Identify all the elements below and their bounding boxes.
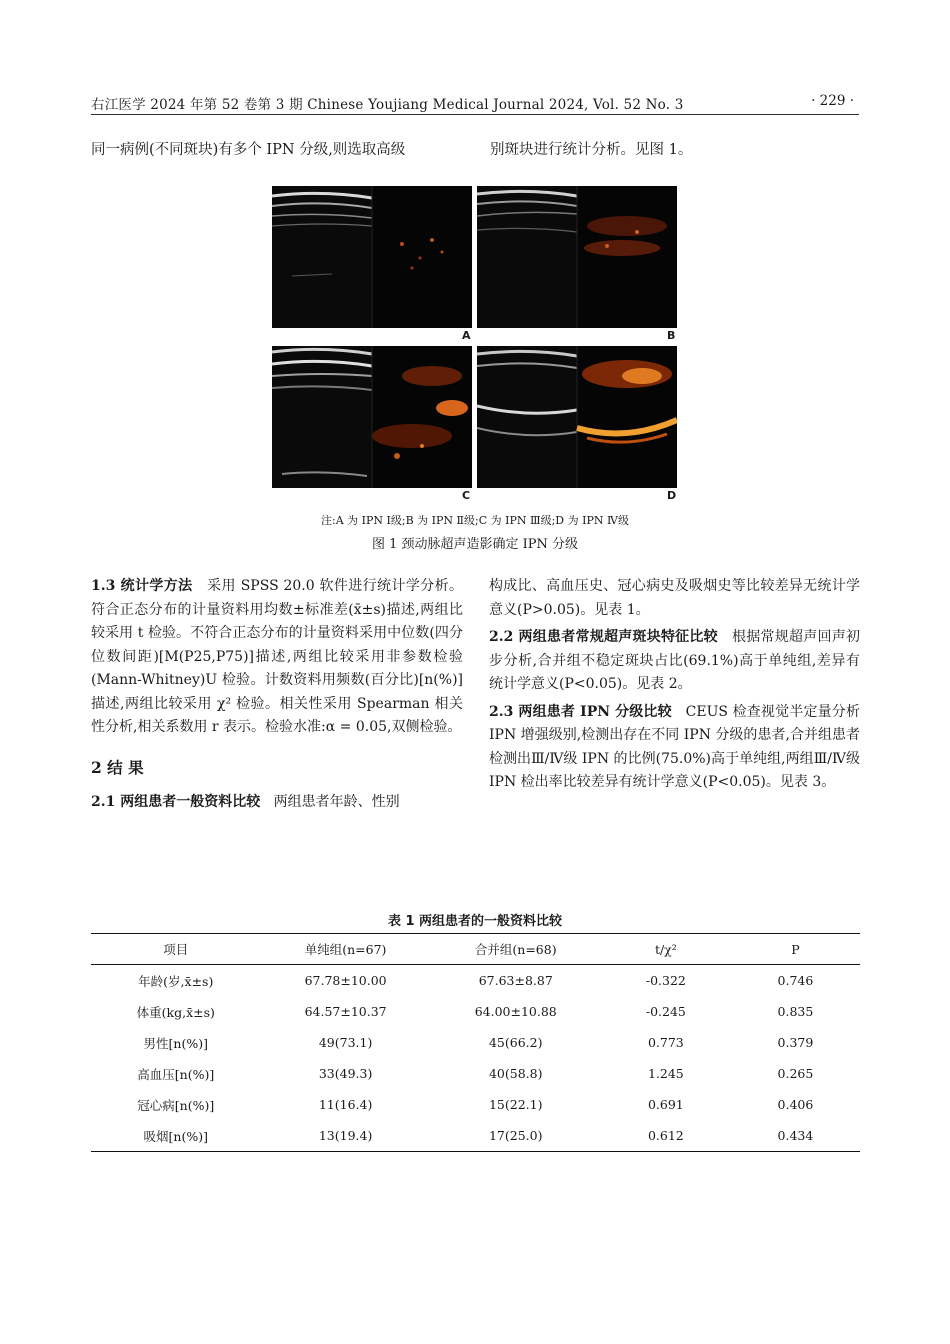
ultrasound-panel-c [272, 346, 472, 488]
table-cell: 64.00±10.88 [474, 1004, 557, 1019]
table-row [91, 1089, 860, 1120]
table-row [91, 1027, 860, 1058]
panel-label-a: A [462, 329, 471, 342]
col-header-combined-group: 合并组(n=68) [431, 934, 601, 965]
intro-right-text: 别斑块进行统计分析。见图 1。 [490, 142, 693, 158]
ultrasound-panel-b [477, 186, 677, 328]
section-1-3-heading: 1.3 统计学方法 [91, 578, 193, 594]
section-2-2-text: 根据常规超声回声初步分析,合并组不稳定斑块占比(69.1%)高于单纯组,差异有统计学意义(P<0.05)。见表 2。 [489, 629, 861, 692]
figure-caption: 图 1 颈动脉超声造影确定 IPN 分级 [371, 537, 579, 552]
table-cell: 67.63±8.87 [478, 973, 553, 988]
table-1-title: 表 1 两组患者的一般资料比较 [387, 914, 563, 929]
table-row [91, 996, 860, 1027]
figure-1 [272, 186, 682, 504]
table-cell: 0.434 [731, 1120, 860, 1152]
table-cell: 15(22.1) [488, 1097, 543, 1112]
col-header-p-value: P [731, 934, 860, 965]
section-2-1-text: 两组患者年龄、性别 [273, 794, 400, 810]
panel-label-c: C [462, 489, 471, 502]
table-cell: 0.612 [601, 1120, 731, 1152]
panel-label-d: D [667, 489, 677, 502]
table-cell: 0.406 [777, 1097, 814, 1112]
ultrasound-panel-d [477, 346, 677, 488]
table-cell: 体重(kg,x̄±s) [136, 1004, 215, 1020]
section-2-1-continued: 构成比、高血压史、冠心病史及吸烟史等比较差异无统计学意义(P>0.05)。见表 1。 [489, 578, 860, 618]
col-header-item: 项目 [91, 934, 261, 965]
table-cell: 吸烟[n(%)] [91, 1120, 261, 1152]
figure-note: 注:A 为 IPN Ⅰ级;B 为 IPN Ⅱ级;C 为 IPN Ⅲ级;D 为 IPN Ⅳ级 [321, 514, 629, 527]
table-cell: 0.379 [777, 1035, 814, 1050]
table-cell: 男性[n(%)] [143, 1035, 208, 1051]
table-cell: 11(16.4) [318, 1097, 373, 1112]
table-cell: 冠心病[n(%)] [137, 1097, 215, 1113]
panel-label-b: B [667, 329, 676, 342]
col-header-statistic: t/χ² [601, 934, 731, 965]
section-2-1-heading: 2.1 两组患者一般资料比较 [91, 794, 261, 810]
section-1-3-text: 采用 SPSS 20.0 软件进行统计学分析。符合正态分布的计量资料用均数±标准差(x̄±s)描述,两组比较采用 t 检验。不符合正态分布的计量资料采用中位数(四分位数间距)[M(P25,P75)]描述,两组比较采用非参数检验(Mann-Whitney)U 检验。计数资料用频数(百分比)[n(%)]描述,两组比较采用 χ² 检验。相关性采用 Spearman 相关性分析,相关系数用 r 表示。检验水准:α = 0.05,双侧检验。 [91, 578, 464, 735]
left-column [91, 575, 463, 815]
table-cell: 0.773 [647, 1035, 684, 1050]
table-cell: 高血压[n(%)] [137, 1066, 215, 1082]
right-column [489, 575, 860, 795]
table-cell: 17(25.0) [431, 1120, 601, 1152]
table-cell: 0.746 [777, 973, 814, 988]
intro-left-text: 同一病例(不同斑块)有多个 IPN 分级,则选取高级 [91, 142, 406, 158]
header-rule [91, 114, 859, 115]
table-row [91, 1058, 860, 1089]
table-cell: 年龄(岁,x̄±s) [138, 973, 214, 989]
table-cell: 40(58.8) [488, 1066, 543, 1081]
section-2-heading: 2 结 果 [91, 757, 144, 777]
section-2-3-heading: 2.3 两组患者 IPN 分级比较 [489, 703, 672, 720]
journal-header: 右江医学 2024 年第 52 卷第 3 期 Chinese Youjiang Medical Journal 2024, Vol. 52 No. 3 [91, 97, 684, 113]
table-cell: 33(49.3) [318, 1066, 373, 1081]
table-row [91, 965, 860, 997]
col-header-simple-group: 单纯组(n=67) [261, 934, 431, 965]
table-header-row [91, 934, 860, 965]
table-cell: 0.265 [777, 1066, 814, 1081]
section-2-3-text: CEUS 检查视觉半定量分析 IPN 增强级别,检测出存在不同 IPN 分级的患者,合并组患者检测出Ⅲ/Ⅳ级 IPN 的比例(75.0%)高于单纯组,两组Ⅲ/Ⅳ级 IPN 检出率比较差异有统计学意义(P<0.05)。见表 3。 [489, 703, 860, 790]
ultrasound-panel-a [272, 186, 472, 328]
page-number: · 229 · [811, 93, 854, 109]
table-cell: -0.322 [645, 973, 686, 988]
table-cell: 49(73.1) [318, 1035, 373, 1050]
table-row [91, 1120, 860, 1152]
table-cell: -0.245 [645, 1004, 686, 1019]
table-1 [91, 933, 860, 1152]
table-cell: 64.57±10.37 [304, 1004, 387, 1019]
table-cell: 13(19.4) [261, 1120, 431, 1152]
table-cell: 0.691 [647, 1097, 684, 1112]
table-cell: 1.245 [647, 1066, 684, 1081]
table-cell: 67.78±10.00 [304, 973, 387, 988]
table-cell: 45(66.2) [488, 1035, 543, 1050]
table-cell: 0.835 [777, 1004, 814, 1019]
section-2-2-heading: 2.2 两组患者常规超声斑块特征比较 [489, 629, 718, 645]
